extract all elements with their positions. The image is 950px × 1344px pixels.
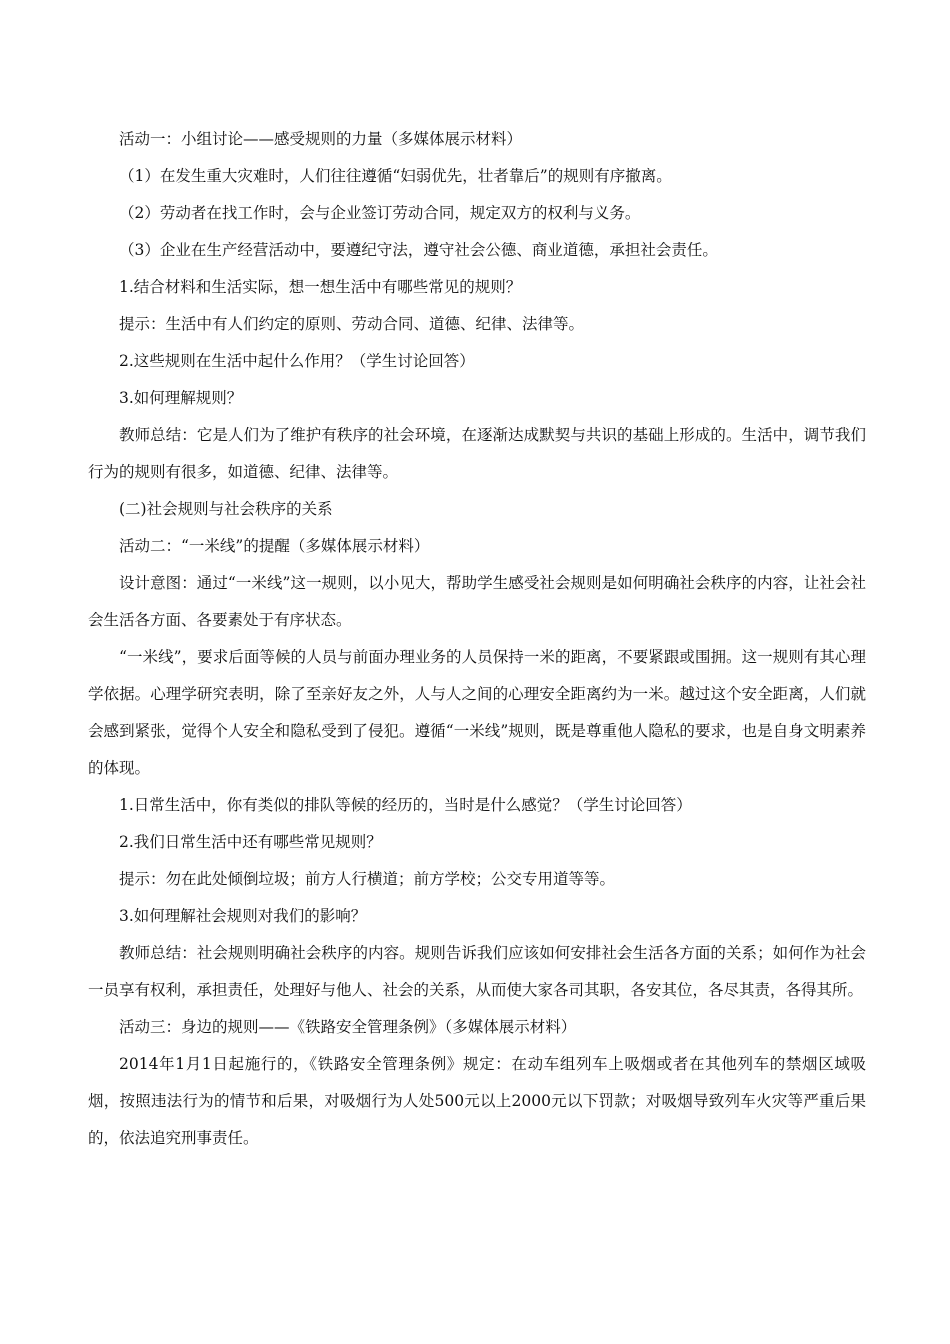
question-1: 1.结合材料和生活实际，想一想生活中有哪些常见的规则？ (119, 278, 522, 296)
activity-one-heading: 活动一：小组讨论——感受规则的力量（多媒体展示材料） (119, 130, 523, 148)
material-item-2: （2）劳动者在找工作时，会与企业签订劳动合同，规定双方的权利与义务。 (119, 204, 641, 222)
hint-1: 提示：生活中有人们约定的原则、劳动合同、道德、纪律、法律等。 (119, 315, 585, 333)
activity-two-heading: 活动二：“一米线”的提醒（多媒体展示材料） (119, 537, 430, 555)
material-item-1: （1）在发生重大灾难时，人们往往遵循“妇弱优先，壮者靠后”的规则有序撤离。 (119, 167, 672, 185)
question-2: 2.这些规则在生活中起什么作用？（学生讨论回答） (119, 352, 475, 370)
question-4: 1.日常生活中，你有类似的排队等候的经历的，当时是什么感觉？（学生讨论回答） (119, 796, 692, 814)
hint-2: 提示：勿在此处倾倒垃圾；前方人行横道；前方学校；公交专用道等等。 (119, 870, 616, 888)
one-meter-line-material: “一米线”，要求后面等候的人员与前面办理业务的人员保持一米的距离，不要紧跟或围拥。这一规则有其心理学依据。心理学研究表明，除了至亲好友之外，人与人之间的心理安全距离约为一米。越过这个安全距离，人们就会感到紧张，觉得个人安全和隐私受到了侵犯。遵循“一米线”规则，既是尊重他人隐私的要求，也是自身文明素养的体现。 (88, 648, 866, 777)
teacher-summary-1: 教师总结：它是人们为了维护有秩序的社会环境，在逐渐达成默契与共识的基础上形成的。生活中，调节我们行为的规则有很多，如道德、纪律、法律等。 (88, 426, 866, 481)
activity-three-heading: 活动三：身边的规则——《铁路安全管理条例》（多媒体展示材料） (119, 1018, 577, 1036)
question-5: 2.我们日常生活中还有哪些常见规则？ (119, 833, 382, 851)
document-body (88, 121, 866, 1157)
material-item-3: （3）企业在生产经营活动中，要遵纪守法，遵守社会公德、商业道德，承担社会责任。 (119, 241, 718, 259)
question-6: 3.如何理解社会规则对我们的影响？ (119, 907, 367, 925)
teacher-summary-2: 教师总结：社会规则明确社会秩序的内容。规则告诉我们应该如何安排社会生活各方面的关系；如何作为社会一员享有权利，承担责任，处理好与他人、社会的关系，从而使大家各司其职，各安其位，各尽其责，各得其所。 (88, 944, 866, 999)
section-heading-2: (二)社会规则与社会秩序的关系 (119, 500, 333, 518)
design-intent: 设计意图：通过“一米线”这一规则，以小见大，帮助学生感受社会规则是如何明确社会秩序的内容，让社会社会生活各方面、各要素处于有序状态。 (88, 574, 866, 629)
railway-regulation-material: 2014年1月1日起施行的，《铁路安全管理条例》规定：在动车组列车上吸烟或者在其他列车的禁烟区域吸烟，按照违法行为的情节和后果，对吸烟行为人处500元以上2000元以下罚款；对吸烟导致列车火灾等严重后果的，依法追究刑事责任。 (88, 1055, 866, 1147)
question-3: 3.如何理解规则？ (119, 389, 243, 407)
